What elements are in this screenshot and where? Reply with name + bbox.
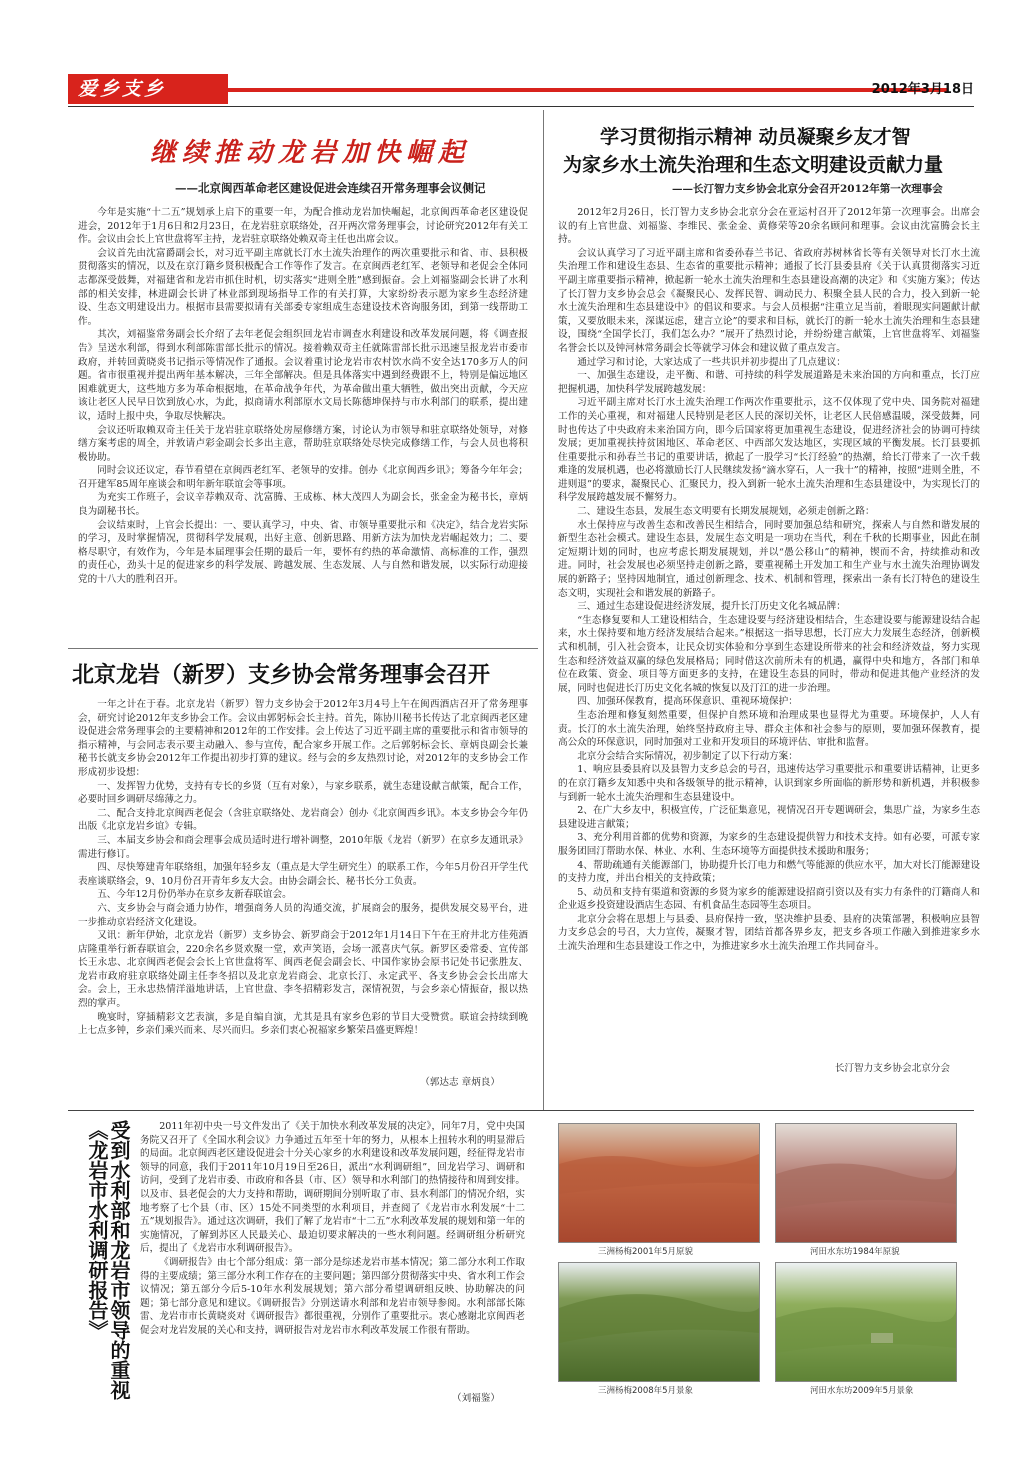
article2-paragraph: 又讯：新年伊始，北京龙岩（新罗）支乡协会、新罗商会于2012年1月14日下午在王府井北方佳苑酒店隆重举行新春联谊会，220余名乡贤欢聚一堂，欢声笑语，会场一派喜庆气氛。新罗区委常委、宣传部长王永忠、北京闽西老促会会长上官世盘将军、闽西老促会副会长、中国作家协会原书记处书记张胜友、龙岩市政府驻京联络处副主任李冬招以及北京龙岩商会、北京长汀、永定武平、各支乡协会会长出席大会。会上，王永忠热情洋溢地讲话，上官世盘、李冬招精彩发言，深情祝贺，与会乡亲心情振奋，报以热烈的掌声。 <box>78 930 528 1010</box>
article3-paragraph: 北京分会将在思想上与县委、县府保持一致，坚决维护县委、县府的决策部署，积极响应县智力支乡总会的号召，大力宣传，凝聚才智，团结首都各界乡友，把支乡各项工作融入到推进家乡水土流失治理和生态县建设工作之中，为推进家乡水土流失治理工作共同奋斗。 <box>558 913 980 953</box>
article2-body <box>78 698 528 1070</box>
article3-paragraph: 1、响应县委县府以及县智力支乡总会的号召，迅速传达学习重要批示和重要讲话精神，让更多的在京汀籍乡友知悉中央和各级领导的批示精神，认识到家乡所面临的新形势和新机遇，并积极参与到新一轮水土流失治理和生态县建设中。 <box>558 764 980 803</box>
article2-title: 北京龙岩（新罗）支乡协会常务理事会召开 <box>72 663 491 688</box>
article3-paragraph: 4、帮助疏通有关能源部门，协助提升长汀电力和燃气等能源的供应水平，加大对长汀能源建设的支持力度，并出台相关的支持政策； <box>558 859 980 885</box>
article4-title: 受到水利部和龙岩市领导的重视 <box>107 1120 131 1400</box>
article1-paragraph: 会议结束时，上官会长提出：一、要认真学习，中央、省、市领导重要批示和《决定》，结合龙岩实际的学习，及时掌握情况，贯彻科学发展观，出好主意、创新思路、用新方法为加快龙岩崛起效力；二、要格尽职守，有效作为，今年是本届理事会任期的最后一年，要怀有约热的革命激情、高标准的工作，强烈的责任心，劲头十足的促进家乡的科学发展、跨越发展、生态发展、人与自然和谐发展，以实际行动迎接党的十八大的胜利召开。 <box>78 519 528 586</box>
photo-4-image <box>776 1263 956 1381</box>
article3-paragraph: 北京分会结合实际情况，初步制定了以下行动方案： <box>577 750 798 762</box>
photo-2 <box>775 1123 957 1243</box>
article2-paragraph: 一年之计在于春。北京龙岩（新罗）智力支乡协会于2012年3月4号上午在闽西酒店召开了常务理事会，研究讨论2012年支乡协会工作。会议由郭躬标会长主持。首先，陈协川秘书长传达了北京闽西老区建设促进会常务理事会的主要精神和2012年的工作安排。会上传达了习近平副主席的重要批示和省市领导的指示精神，与会同志表示要主动融入、参与宣传，配合家乡开展工作。之后郭躬标会长、章炳良副会长兼秘书长就支乡协会2012年工作提出初步打算的建议。经与会的乡友热烈讨论，对2012年的支乡协会工作形成初步设想： <box>78 699 528 778</box>
article1-paragraph: 为充实工作班子，会议辛荐赖双奇、沈富腾、王成栋、林大茂四人为副会长，张金金为秘书长，章炳良为副秘书长。 <box>78 492 528 518</box>
article3-title-line2: 为家乡水土流失治理和生态文明建设贡献力量 <box>563 154 944 176</box>
article3-paragraph: 5、动员和支持有渠道和资源的乡贤为家乡的能源建设招商引资以及有实力有条件的汀籍商人和企业返乡投资建设酒店生态园、有机食品生态园等生态项目。 <box>558 886 980 912</box>
photo-1 <box>558 1123 760 1243</box>
photo-2-image <box>776 1124 956 1242</box>
photo-3-caption: 三洲杨梅2008年5月景象 <box>598 1386 694 1396</box>
article3-paragraph: 四、加强环保教育，提高环保意识、重视环境保护： <box>577 696 798 708</box>
issue-date: 2012年3月18日 <box>871 82 974 97</box>
photo-3 <box>558 1262 760 1382</box>
article3-subtitle: ——长汀智力支乡协会北京分会召开2012年第一次理事会 <box>672 183 943 195</box>
column-divider <box>543 110 544 1110</box>
article3-paragraph: 会议认真学习了习近平副主席和省委孙春兰书记、省政府苏树林省长等有关领导对长汀水土流失治理工作和建设生态县、生态省的重要批示精神；通报了长汀县委县府《关于认真贯彻落实习近平副主席重要指示精神，掀起新一轮水土流失治理和生态县建设高潮的决定》和《实施方案》；传达了长汀智力支乡协会总会《凝聚民心、发挥民智、调动民力、积聚全县人民的合力，投入到新一轮水土流失治理和生态县建设中》的倡议和要求。与会人员根据“注重立足当前，着眼现实问题献计献策，又要放眼未来，深谋远虑，建言立论”的要求和目标，就长汀的新一轮水土流失治理和生态县建设，围绕“全国学长汀，我们怎么办？”展开了热烈讨论，并纷纷建言献策，上官世盘将军、刘福鉴名誉会长以及钟河林常务副会长等就学习体会和建议做了重点发言。 <box>558 247 980 354</box>
article3-paragraph: 习近平副主席对长汀水土流失治理工作两次作重要批示，这不仅体现了党中央、国务院对福建工作的关心重视，和对福建人民特别是老区人民的深切关怀，让老区人民倍感温暖，深受鼓舞，同时也传达了中央政府未来治国方向，即今后国家将更加重视生态建设，促进经济社会的协调可持续发展；更加重视扶持贫困地区、革命老区、中西部欠发达地区，实现区域的平衡发展。长汀县要抓住重要批示和孙春兰书记的重要讲话，掀起了一股学习“长汀经验”的热潮，给长汀带来了一次千载难逢的发展机遇，也必将激励长汀人民继续发扬“滴水穿石，人一我十”的精神，按照“进则全胜，不进则退”的要求，凝聚民心、汇聚民力，投入到新一轮水土流失治理和生态县建设中，为实现长汀的科学发展跨越发展不懈努力。 <box>558 397 980 504</box>
article1-title: 继续推动龙岩加快崛起 <box>150 138 471 168</box>
article1-body <box>78 206 528 644</box>
photo-1-caption: 三洲杨梅2001年5月原貌 <box>598 1247 694 1257</box>
photo-4-caption: 河田水东坊2009年5月景象 <box>810 1386 914 1396</box>
article3-paragraph: 通过学习和讨论，大家达成了一些共识并初步提出了几点建议： <box>577 356 846 368</box>
photo-1-image <box>559 1124 759 1242</box>
article3-author: 长汀智力支乡协会北京分会 <box>834 1063 950 1074</box>
header-rule <box>228 88 948 92</box>
article-separator <box>68 648 538 649</box>
section-banner: 爱乡支乡 <box>68 74 228 104</box>
article2-paragraph: 四、尽快筹建青年联络组，加强年轻乡友（重点是大学生研究生）的联系工作，今年5月份召开学生代表座谈联络会，9、10月份召开青年乡友大会。由协会副会长、秘书长分工负责。 <box>78 862 528 887</box>
article3-body <box>558 206 980 1056</box>
article4-paragraph: 《调研报告》由七个部分组成：第一部分是综述龙岩市基本情况；第二部分水利工作取得的主要成绩；第三部分水利工作存在的主要问题；第四部分贯彻落实中央、省水利工作会议情况；第五部分今后5-10年水利发展规划；第六部分希望调研组反映、协助解决的问题；第七部分意见和建议。《调研报告》分别送请水利部和龙岩市领导参阅。水利部部长陈雷、龙岩市市长黄晓炎对《调研报告》都很重视，分别作了重要批示。衷心感谢北京闽西老促会对龙岩发展的关心和支持，调研报告对龙岩市水利改革发展工作很有帮助。 <box>140 1256 525 1336</box>
article3-paragraph: 二、建设生态县，发展生态文明要有长期发展规划，必须走创新之路： <box>577 506 875 518</box>
photo-2-caption: 河田水东坊1984年原貌 <box>810 1247 900 1257</box>
article1-paragraph: 同时会议还议定，春节看望在京闽西老红军、老领导的安排。创办《北京闽西乡讯》；筹备今年年会；召开建军85周年座谈会和明年新年联谊会等事项。 <box>78 465 528 490</box>
article1-paragraph: 今年是实施“十二五”规划承上启下的重要一年，为配合推动龙岩加快崛起，北京闽西革命老区建设促进会，2012年于1月6日和2月23日，在龙岩驻京联络处，召开两次常务理事会，讨论研究2012年有关工作。会议由会长上官世盘将军主持，龙岩驻京联络处赖双奇主任也出席会议。 <box>78 207 528 246</box>
article2-paragraph: 三、本届支乡协会和商会理事会成员适时进行增补调整，2010年版《龙岩（新罗）在京乡友通讯录》需进行修订。 <box>78 834 528 860</box>
article3-paragraph: 生态治理和修复刻然重要，但保护自然环境和治理成果也显得尤为重要。环境保护，人人有责。长汀的水土流失治理，始终坚持政府主导、群众主体和社会参与的原则，要加强环保教育，提高公众的环保意识，同时加强对工业和开发项目的环境评估、审批和监督。 <box>558 709 980 749</box>
header-underline <box>68 106 974 107</box>
article3-paragraph: 2、在广大乡友中，积极宣传，广泛征集意见，视情况召开专题调研会，集思广益，为家乡生态县建设进言献策； <box>558 805 980 830</box>
article3-paragraph: 一、加强生态建设，走平衡、和谐、可持续的科学发展道路是未来治国的方向和重点，长汀应把握机遇，加快科学发展跨越发展： <box>558 370 980 395</box>
article4-body <box>140 1120 525 1392</box>
article3-paragraph: “生态修复要和人工建设相结合，生态建设要与经济建设相结合，生态建设要与能源建设结合起来，水土保持要和地方经济发展结合起来。”根据这一指导思想，长汀应大力发展生态经济，创新模式和机制，引入社会资本，让民众切实体验和分享到生态建设所带来的社会和经济效益，努力实现生态和经济效益双赢的绿色发展格局；同时借这次前所未有的机遇，赢得中央和地方，各部门和单位在政策、资金、项目等方面更多的支持，在建设生态县的同时，带动和促进其他产业经济的发展，同时也促进长汀历史文化名城的恢复以及汀江的进一步治理。 <box>558 614 980 694</box>
article3-paragraph: 三、通过生态建设促进经济发展，提升长汀历史文化名城品牌： <box>577 601 846 613</box>
article2-paragraph: 二、配合支持北京闽西老促会（含驻京联络处、龙岩商会）创办《北京闽西乡讯》。本支乡协会今年仍出版《北京龙岩乡谊》专辑。 <box>78 807 528 833</box>
photo-4 <box>775 1262 957 1382</box>
article2-paragraph: 六、支乡协会与商会通力协作，增强商务人员的沟通交流，扩展商会的服务，提供发展交易平台，进一步推动京岩经济文化建设。 <box>78 902 528 928</box>
article1-paragraph: 其次，刘福鉴常务副会长介绍了去年老促会组织回龙岩市调查水利建设和改革发展问题，将《调查报告》呈送水利部，得到水利部陈雷部长批示的情况。接着赖双奇主任就陈雷部长批示迅速呈报龙岩市委市政府，并转回黄晓炎书记指示等情况作了通报。会议着重讨论龙岩市农村饮水尚不安全达170多万人的问题。省市很重视并提出两年基本解决，三年全部解决。但是具体落实中遇到经费跟不上，特别是偏远地区困难就更大，这些地方多为革命根据地，在革命战争年代，为革命做出重大牺牲，做出突出贡献，今天应该让老区人民早日饮到放心水，为此，拟商请水利部原水文局长陈德坤保持与市水利部门的联系，提出建议，适时上报中央，争取尽快解决。 <box>78 329 528 422</box>
article2-paragraph: 晚宴时，穿插精彩文艺表演，多是自编自演，尤其是具有家乡色彩的节目大受赞赏。联谊会持续到晚上七点多钟，乡亲们乘兴而来、尽兴而归。乡亲们衷心祝福家乡繁荣昌盛更辉煌！ <box>78 1011 528 1037</box>
article1-subtitle: ——北京闽西革命老区建设促进会连续召开常务理事会议侧记 <box>175 181 486 195</box>
article4-vertical-title <box>85 1120 131 1400</box>
article2-paragraph: 五、今年12月份仍举办在京乡友新春联谊会。 <box>97 889 292 901</box>
article4-author: （刘福鉴） <box>452 1393 500 1404</box>
photo-3-image <box>559 1263 759 1381</box>
article3-paragraph: 2012年2月26日，长汀智力支乡协会北京分会在亚运村召开了2012年第一次理事会。出席会议的有上官世盘、刘福鉴、李维民、张金金、黄修荣等20余名顾问和理事。会议由沈富腾会长主持。 <box>558 207 980 246</box>
article3-paragraph: 3、充分利用首都的优势和资源，为家乡的生态建设提供智力和技术支持。如有必要，可派专家服务团回汀帮助水保、林业、水利、生态环境等方面提供技术援助和服务； <box>558 832 980 857</box>
article2-paragraph: 一、发挥智力优势，支持有专长的乡贤（互有对象），与家乡联系，就生态建设献言献策，配合工作，必要时回乡调研尽绵薄之力。 <box>78 780 528 806</box>
article4-title2: 《龙岩市水利调研报告》 <box>85 1120 109 1340</box>
article2-author: （郭达志 章炳良） <box>420 1077 500 1088</box>
article4-paragraph: 2011年初中央一号文件发出了《关于加快水利改革发展的决定》，同年7月，党中央国务院又召开了《全国水利会议》力争通过五年至十年的努力，从根本上扭转水利的明显滞后的局面。北京闽西老区建设促进会十分关心家乡的水利建设和改革发展问题，经征得龙岩市领导的同意，我们于2011年10月19日至26日，派出“水利调研组”，回龙岩学习、调研和访问，受到了龙岩市委、市政府和各县（市、区）领导和水利部门的热情接待和周到安排。以及市、县老促会的大力支持和帮助，调研期间分别听取了市、县水利部门的情况介绍，实地考察了七个县（市、区）15处不同类型的水利项目，并查阅了《龙岩市水利发展“十二五”规划报告》。通过这次调研，我们了解了龙岩市“十二五”水利改革发展的规划和第一年的实施情况，了解到苏区人民最关心、最迫切要求解决的一些水利问题。经调研组分析研究后，提出了《龙岩市水利调研报告》。 <box>140 1121 525 1255</box>
bottom-section-rule <box>68 1110 974 1111</box>
article3-paragraph: 水土保持应与改善生态和改善民生相结合，同时要加强总结和研究，探索人与自然和谐发展的新型生态社会模式。建设生态县，发展生态文明是一项功在当代，利在千秋的长期事业，因此在制定短期计划的同时，也应考虑长期发展规划，并以“愚公移山”的精神，锲而不舍，持续推动和改进。同时，社会发展也必须坚持走创新之路，要重视稀土开发加工和生产业与水土流失治理协调发展的新路子；坚持因地制宜，通过创新理念、技术、机制和管理，探索出一条有长汀特色的建设生态文明，实现社会和谐发展的新路子。 <box>558 519 980 599</box>
article1-paragraph: 会议首先由沈富爵副会长，对习近平副主席就长汀水土流失治理作的两次重要批示和省、市、县积极贯彻落实的情况，以及在京汀籍乡贤积极配合工作等作了发言。在京闽西老红军、老领导和老促会全体同志都深受鼓舞，对福建省和龙岩市抓住时机，切实落实“进则全胜”感到振奋。会上刘福鉴副会长讲了水利部的相关安排，林进副会长讲了林业部到现场指导工作的有关打算，大家纷纷表示愿为家乡生态经济建设、生态文明建设出力。根据市县需要拟请有关部委专家组成生态建设技术咨询服务团，到第一线帮助工作。 <box>78 247 528 327</box>
article3-title-line1: 学习贯彻指示精神 动员凝聚乡友才智 <box>600 126 911 148</box>
article1-paragraph: 会议还听取赖双奇主任关于龙岩驻京联络处房屋修缮方案，讨论认为市领导和驻京联络处领导，对修缮方案考虑的周全，并敦请卢彩金副会长多出主意，帮助驻京联络处尽快完成修缮工作，与会人员也将积极协助。 <box>78 424 528 463</box>
